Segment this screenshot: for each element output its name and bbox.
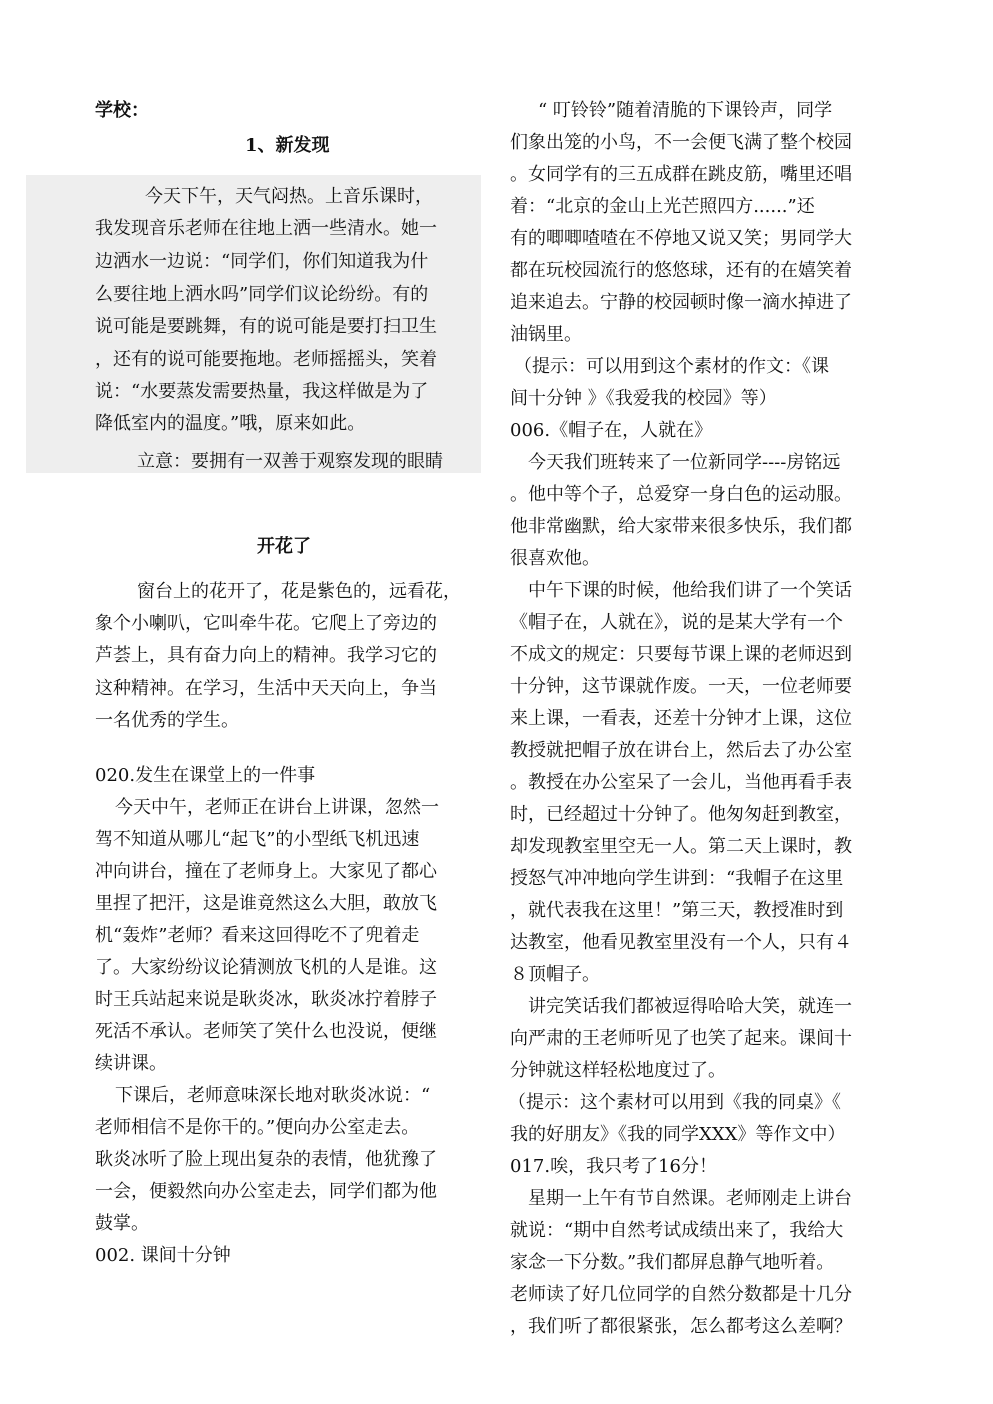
paragraph-line: 着：“北京的金山上光芒照四方......”还 [510,196,815,217]
paragraph-line: 说可能是要跳舞，有的说可能是要打扫卫生 [95,316,437,337]
theme-line: 立意：要拥有一双善于观察发现的眼睛 [137,451,443,472]
paragraph-line: 时，已经超过十分钟了。他匆匆赶到教室， [510,804,852,825]
paragraph-line: 。教授在办公室呆了一会儿，当他再看手表 [510,772,852,793]
paragraph-line: 《帽子在，人就在》，说的是某大学有一个 [510,612,843,633]
paragraph-line: 说：“水要蒸发需要热量，我这样做是为了 [95,381,429,402]
paragraph-line: 驾不知道从哪儿“起飞”的小型纸飞机迅速 [95,829,420,850]
paragraph-line: 鼓掌。 [95,1213,149,1234]
section-title-sixteen-points: 017.唉，我只考了16分！ [510,1156,717,1177]
paragraph-line: 却发现教室里空无一人。第二天上课时，教 [510,836,852,857]
paragraph-line: 很喜欢他。 [510,548,600,569]
section-title-new-discovery: 1、新发现 [245,135,330,156]
paragraph-line: 十分钟，这节课就作废。一天，一位老师要 [510,676,852,697]
paragraph-line: 我发现音乐老师在往地上洒一些清水。她一 [95,218,437,239]
paragraph-line: 分钟就这样轻松地度过了。 [510,1060,726,1081]
paragraph-line: 窗台上的花开了，花是紫色的，远看花， [137,581,461,602]
paragraph-line: 都在玩校园流行的悠悠球，还有的在嬉笑着 [510,260,852,281]
paragraph-line: 讲完笑话我们都被逗得哈哈大笑，就连一 [528,996,852,1017]
section-title-hat: 006.《帽子在，人就在》 [510,420,713,441]
paragraph-line: 芦荟上，具有奋力向上的精神。我学习它的 [95,645,437,666]
paragraph-line: 时王兵站起来说是耿炎冰，耿炎冰拧着脖子 [95,989,437,1010]
paragraph-line: 冲向讲台，撞在了老师身上。大家见了都心 [95,861,437,882]
section-title-classroom-event: 020.发生在课堂上的一件事 [95,765,316,786]
paragraph-line: 他非常幽默，给大家带来很多快乐，我们都 [510,516,852,537]
paragraph-line: ，还有的说可能要拖地。老师摇摇头，笑着 [95,349,437,370]
paragraph-line: 边洒水一边说：“同学们，你们知道我为什 [95,251,429,272]
paragraph-line: 们象出笼的小鸟，不一会便飞满了整个校园 [510,132,852,153]
paragraph-line: 一名优秀的学生。 [95,710,239,731]
paragraph-line: 星期一上午有节自然课。老师刚走上讲台 [528,1188,852,1209]
paragraph-line: 降低室内的温度。”哦，原来如此。 [95,413,366,434]
school-label: 学校： [95,100,149,121]
paragraph-line: 。女同学有的三五成群在跳皮筋，嘴里还唱 [510,164,852,185]
paragraph-line: 今天下午，天气闷热。上音乐课时， [145,186,433,207]
paragraph-line: 老师相信不是你干的。”便向办公室走去。 [95,1117,420,1138]
paragraph-line: 了。大家纷纷议论猜测放飞机的人是谁。这 [95,957,437,978]
paragraph-line: 达教室，他看见教室里没有一个人，只有４ [510,932,852,953]
paragraph-line: ，我们听了都很紧张，怎么都考这么差啊？ [510,1316,852,1337]
paragraph-line: 有的唧唧喳喳在不停地又说又笑；男同学大 [510,228,852,249]
paragraph-line: ，就代表我在这里！”第三天，教授准时到 [510,900,844,921]
paragraph-line: 就说：“期中自然考试成绩出来了，我给大 [510,1220,844,1241]
section-title-break-ten-minutes: 002. 课间十分钟 [95,1245,231,1266]
paragraph-line: “ 叮铃铃”随着清脆的下课铃声，同学 [538,100,833,121]
paragraph-line: 一会，便毅然向办公室走去，同学们都为他 [95,1181,437,1202]
hint-line: 间十分钟 》《我爱我的校园》等） [510,388,777,409]
hint-line: （提示：可以用到这个素材的作文：《课 [514,356,829,377]
paragraph-line: 机“轰炸”老师？看来这回得吃不了兜着走 [95,925,420,946]
paragraph-line: 家念一下分数。”我们都屏息静气地听着。 [510,1252,835,1273]
paragraph-line: 象个小喇叭，它叫牵牛花。它爬上了旁边的 [95,613,437,634]
paragraph-line: 授怒气冲冲地向学生讲到：“我帽子在这里 [510,868,844,889]
paragraph-line: 续讲课。 [95,1053,167,1074]
paragraph-line: 今天中午，老师正在讲台上讲课，忽然一 [115,797,439,818]
paragraph-line: 里捏了把汗，这是谁竟然这么大胆，敢放飞 [95,893,437,914]
paragraph-line: 向严肃的王老师听见了也笑了起来。课间十 [510,1028,852,1049]
paragraph-line: 来上课，一看表，还差十分钟才上课，这位 [510,708,852,729]
paragraph-line: 教授就把帽子放在讲台上，然后去了办公室 [510,740,852,761]
paragraph-line: 死活不承认。老师笑了笑什么也没说，便继 [95,1021,437,1042]
paragraph-line: ８顶帽子。 [510,964,600,985]
section-title-flowers: 开花了 [257,536,311,557]
paragraph-line: 中午下课的时候，他给我们讲了一个笑话 [528,580,852,601]
paragraph-line: 油锅里。 [510,324,582,345]
paragraph-line: 下课后，老师意味深长地对耿炎冰说：“ [115,1085,431,1106]
paragraph-line: 。他中等个子，总爱穿一身白色的运动服。 [510,484,852,505]
paragraph-line: 不成文的规定：只要每节课上课的老师迟到 [510,644,852,665]
paragraph-line: 耿炎冰听了脸上现出复杂的表情，他犹豫了 [95,1149,437,1170]
paragraph-line: 老师读了好几位同学的自然分数都是十几分 [510,1284,852,1305]
paragraph-line: 追来追去。宁静的校园顿时像一滴水掉进了 [510,292,852,313]
paragraph-line: 今天我们班转来了一位新同学----房铭远 [528,452,841,473]
hint-line: 我的好朋友》《我的同学XXX》等作文中） [510,1124,846,1145]
paragraph-line: 这种精神。在学习，生活中天天向上，争当 [95,678,437,699]
hint-line: （提示：这个素材可以用到《我的同桌》《 [508,1092,841,1113]
paragraph-line: 么要往地上洒水吗”同学们议论纷纷。有的 [95,284,429,305]
